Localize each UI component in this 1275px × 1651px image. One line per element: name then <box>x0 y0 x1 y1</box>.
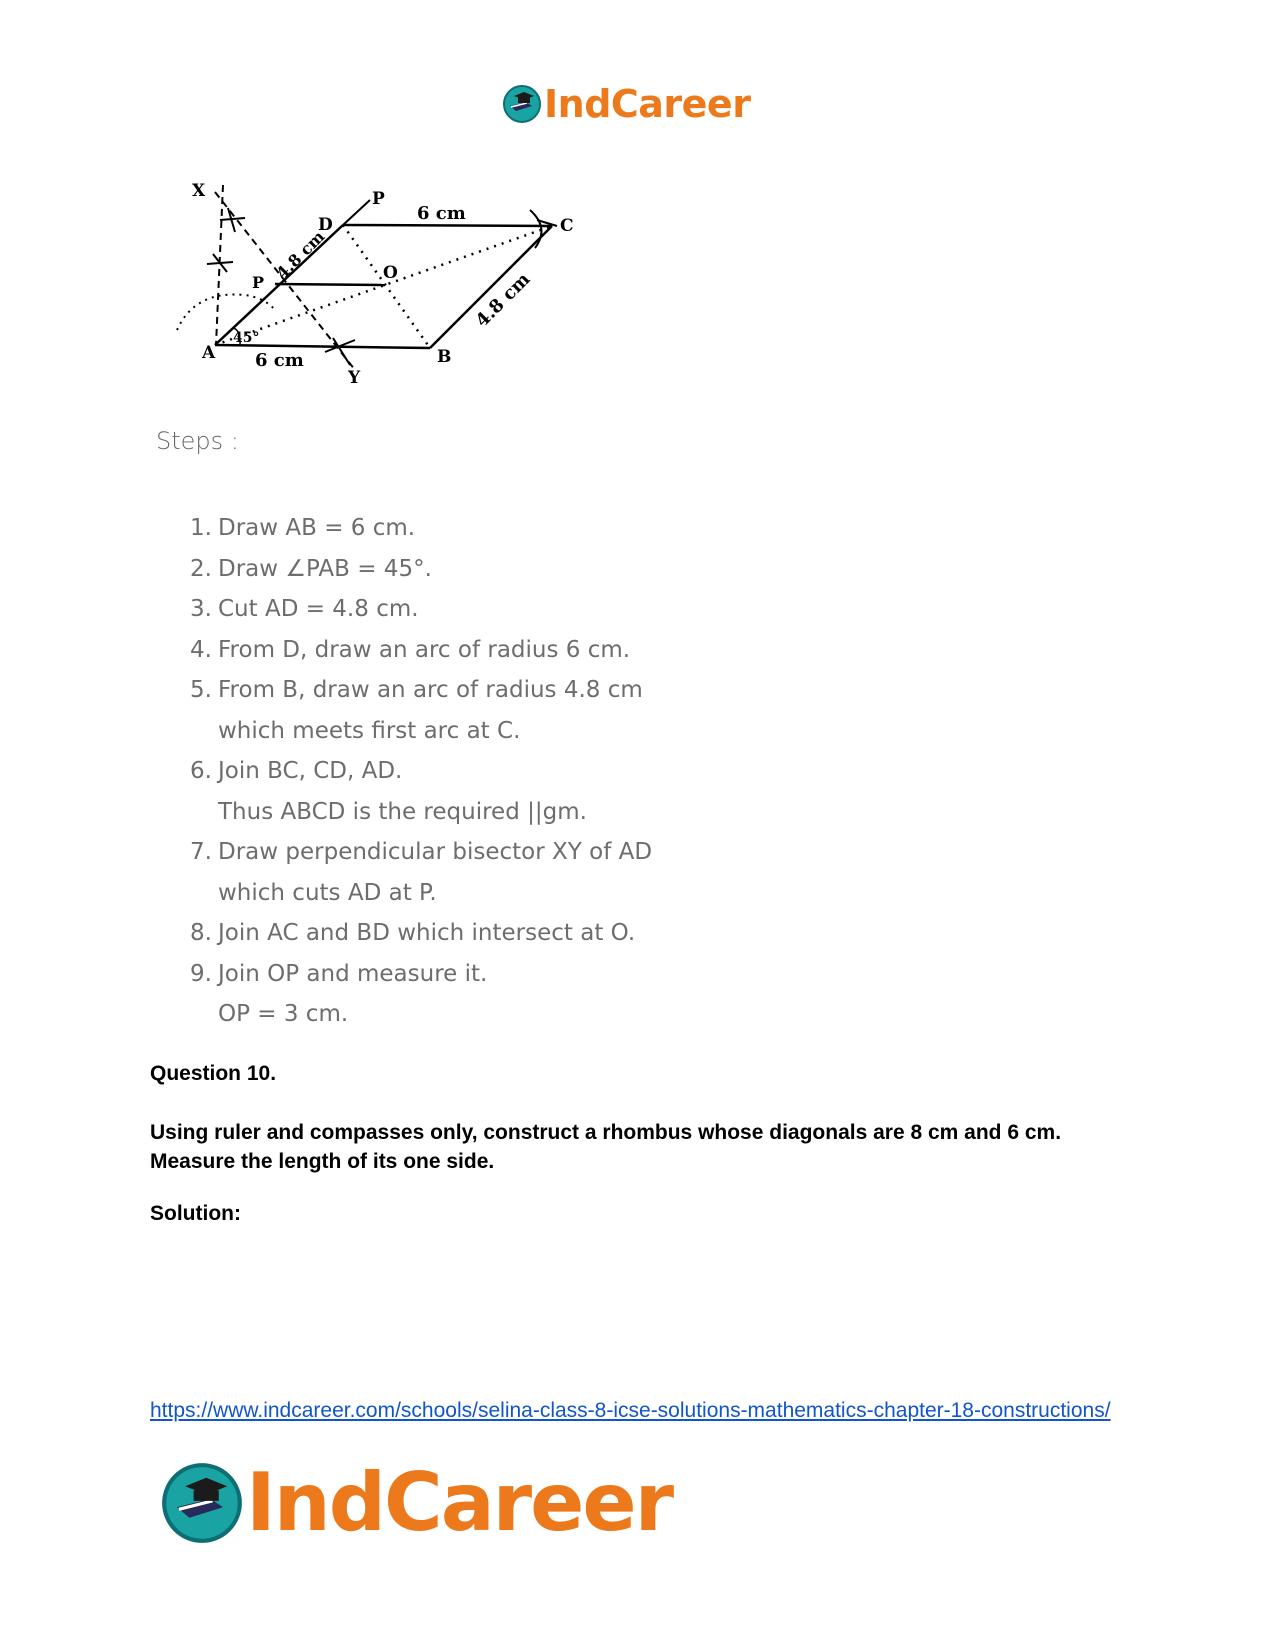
step-text: Join AC and BD which intersect at O. <box>218 920 636 946</box>
side-dc <box>343 225 552 226</box>
header-logo <box>502 80 750 128</box>
label-bc: 4.8 cm <box>471 268 535 332</box>
globe-logo-icon <box>160 1461 244 1545</box>
step-number: 2. <box>190 555 212 582</box>
step-line <box>190 589 419 630</box>
step-text: Draw AB = 6 cm. <box>218 515 416 541</box>
steps-list <box>190 508 653 1035</box>
globe-logo-icon <box>502 84 542 124</box>
step-line <box>190 670 643 711</box>
step-number: 6. <box>190 758 212 784</box>
steps-heading: Steps : <box>156 427 239 455</box>
step-line <box>190 711 521 752</box>
solution-label: Solution: <box>150 1202 241 1225</box>
step-text: which cuts AD at P. <box>218 879 437 906</box>
source-link[interactable]: https://www.indcareer.com/schools/selina-class-8-icse-solutions-mathematics-chapter-18-constructions/ <box>150 1399 1111 1422</box>
step-line <box>190 954 488 995</box>
step-number: 5. <box>190 677 212 703</box>
step-line <box>190 913 636 954</box>
label-p-top: P <box>372 189 385 209</box>
step-line <box>190 994 349 1035</box>
step-text: From D, draw an arc of radius 6 cm. <box>218 636 631 663</box>
segment-op <box>275 284 385 285</box>
step-number: 8. <box>190 920 212 946</box>
label-ab: 6 cm <box>255 350 304 371</box>
label-angle: 45° <box>233 330 260 346</box>
step-text: Join OP and measure it. <box>218 960 488 987</box>
step-line <box>190 832 653 873</box>
step-line <box>190 792 587 833</box>
label-p-mid: P <box>252 273 265 292</box>
diagonal-bd <box>343 225 430 348</box>
logo-wordmark: IndCareer <box>246 1456 673 1549</box>
step-text: Thus ABCD is the required ||gm. <box>218 798 587 825</box>
label-dc: 6 cm <box>417 203 466 224</box>
label-ad: 4.8 cm <box>272 226 329 283</box>
question-title: Question 10. <box>150 1062 277 1085</box>
step-line <box>190 508 416 549</box>
label-o: O <box>383 263 398 283</box>
step-text: From B, draw an arc of radius 4.8 cm <box>218 677 643 703</box>
label-d: D <box>318 215 333 235</box>
step-text: Cut AD = 4.8 cm. <box>218 596 419 622</box>
label-y: Y <box>348 368 361 388</box>
step-line <box>190 549 432 590</box>
arc-mark-y <box>325 338 355 365</box>
step-line <box>190 873 437 914</box>
step-number: 7. <box>190 839 212 865</box>
footer-logo <box>160 1458 672 1548</box>
construction-arc <box>177 294 275 330</box>
step-text: which meets first arc at C. <box>218 717 521 744</box>
ray-ap <box>343 200 370 225</box>
label-b: B <box>437 347 452 367</box>
arc-mark-x <box>220 208 245 232</box>
step-line <box>190 630 631 671</box>
step-line <box>190 751 403 792</box>
step-number: 1. <box>190 515 212 541</box>
question-body: Using ruler and compasses only, construct a rhombus whose diagonals are 8 cm and 6 cm. Measure the length of its one side. <box>150 1121 1062 1173</box>
step-text: Draw perpendicular bisector XY of AD <box>218 839 653 865</box>
step-text: Join BC, CD, AD. <box>218 758 403 784</box>
step-number: 3. <box>190 596 212 622</box>
label-a: A <box>202 343 216 363</box>
step-number: 9. <box>190 960 212 987</box>
logo-wordmark: IndCareer <box>544 82 751 126</box>
label-c: C <box>560 216 574 236</box>
step-text: Draw ∠PAB = 45°. <box>218 555 432 582</box>
label-x: X <box>192 181 206 201</box>
parallelogram-construction-figure <box>165 180 615 405</box>
side-bc <box>430 226 552 348</box>
step-text: OP = 3 cm. <box>218 1001 349 1027</box>
step-number: 4. <box>190 636 212 663</box>
